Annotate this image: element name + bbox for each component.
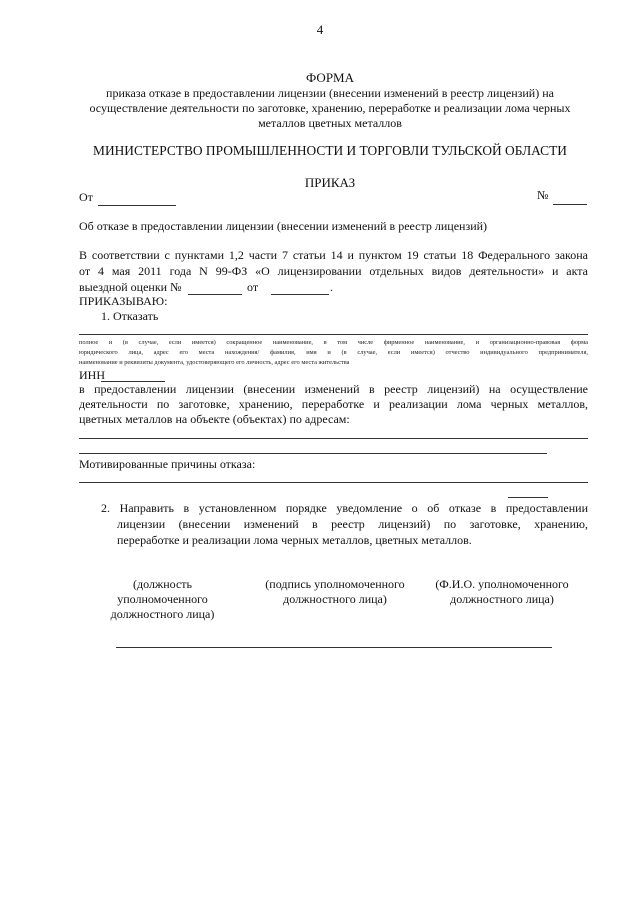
item-2-line-2: лицензии (внесении изменений в реестр лицензий) по заготовке, хранению, [117,517,588,531]
date-label: От [79,190,93,204]
body-line-2: деятельности по заготовке, хранению, переработке и реализации лома черных металлов, [79,397,588,411]
preamble-line-3-prefix: выездной оценки № [79,280,182,294]
footnote-line-3: наименование и реквизиты документа, удостоверяющего его личность, адрес его места жительства [79,359,350,366]
date-blank [98,205,176,206]
order-subject: Об отказе в предоставлении лицензии (внесении изменений в реестр лицензий) [79,219,488,233]
item-2-line-1: 2. Направить в установленном порядке уведомление о об отказе в предоставлении [101,501,588,515]
signature-fio-line-2: должностного лица) [450,592,554,606]
act-date-blank [271,294,329,295]
preamble-line-2: от 4 мая 2011 года N 99-ФЗ «О лицензировании отдельных видов деятельности» и акта [79,264,588,278]
signature-fio-line-1: (Ф.И.О. уполномоченного [435,577,569,591]
item-2-line-3: переработке и реализации лома черных металлов, цветных металлов. [117,533,472,547]
footnote-line-1: полное и (в случае, если имеется) сокращенное наименование, в том числе фирменное наименование, и организационно-правовая форма [79,339,588,346]
body-line-1: в предоставлении лицензии (внесении изменений в реестр лицензий) на осуществление [79,382,588,396]
form-subtitle-line-1: приказа отказе в предоставлении лицензии (внесении изменений в реестр лицензий) на [106,86,554,100]
reasons-blank-2 [508,497,548,498]
signature-position-line-3: должностного лица) [110,607,215,621]
signature-sign-line-1: (подпись уполномоченного [265,577,405,591]
form-subtitle-line-3: металлов цветных металлов [258,116,402,130]
page-number: 4 [316,22,324,37]
footnote-line-2: юридического лица, адрес его места нахождения/ фамилия, имя и (в случае, если имеется) отчество индивидуального предпринимателя, [79,349,588,356]
licensee-blank [79,334,588,335]
form-title: ФОРМА [306,70,354,85]
number-label: № [537,188,549,202]
signature-position-line-2: уполномоченного [117,592,208,606]
preamble-line-1: В соответствии с пунктами 1,2 части 7 статьи 14 и пунктом 19 статьи 18 Федерального закона [79,248,588,262]
preamble-line-3-mid: от [247,280,259,294]
order-title: ПРИКАЗ [304,175,356,190]
reasons-label: Мотивированные причины отказа: [79,457,256,471]
signature-sign-line-2: должностного лица) [283,592,387,606]
body-line-3: цветных металлов на объекте (объектах) по адресам: [79,412,350,426]
signature-position-line-1: (должность [133,577,192,591]
bottom-rule [116,647,552,648]
inn-label: ИНН [79,368,105,382]
act-number-blank [188,294,242,295]
ministry-name: МИНИСТЕРСТВО ПРОМЫШЛЕННОСТИ И ТОРГОВЛИ ТУЛЬСКОЙ ОБЛАСТИ [93,143,567,158]
item-1-text: 1. Отказать [101,309,159,323]
reasons-blank-1 [79,482,588,483]
form-subtitle-line-2: осуществление деятельности по заготовке, хранению, переработке и реализации лома черных [89,101,571,115]
order-word: ПРИКАЗЫВАЮ: [79,294,168,308]
address-blank-1 [79,438,588,439]
address-blank-2 [79,453,547,454]
number-blank [553,204,587,205]
preamble-line-3-end: . [330,280,333,294]
